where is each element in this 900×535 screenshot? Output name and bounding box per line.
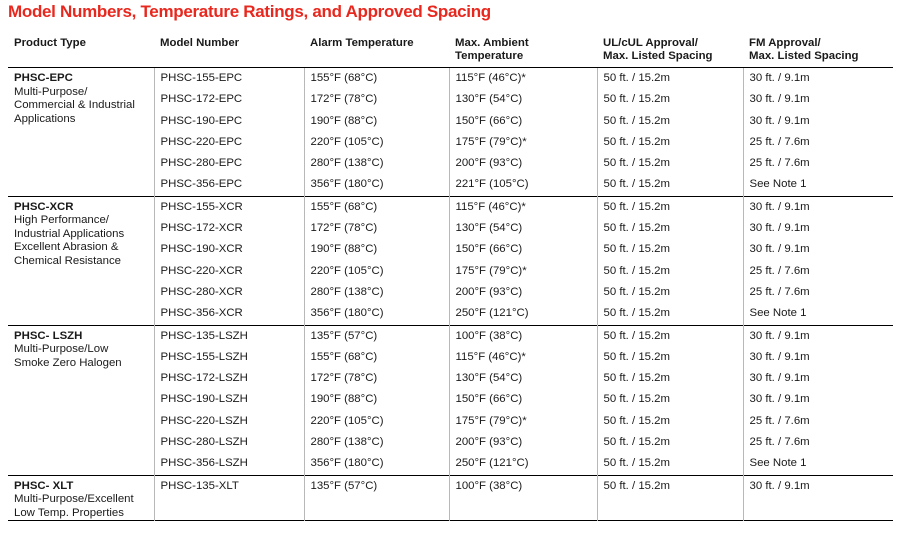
alarm-temperature-cell: 172°F (78°C) bbox=[304, 89, 449, 110]
fm-spacing-cell: 25 ft. / 7.6m bbox=[743, 132, 893, 153]
max-ambient-cell: 130°F (54°C) bbox=[449, 218, 597, 239]
ul-spacing-cell: 50 ft. / 15.2m bbox=[597, 453, 743, 475]
ul-spacing-cell: 50 ft. / 15.2m bbox=[597, 132, 743, 153]
model-number-cell: PHSC-190-LSZH bbox=[154, 389, 304, 410]
product-type-name: PHSC- XLT bbox=[14, 479, 74, 492]
fm-spacing-cell: 30 ft. / 9.1m bbox=[743, 347, 893, 368]
fm-spacing-cell: 30 ft. / 9.1m bbox=[743, 325, 893, 347]
max-ambient-cell: 175°F (79°C)* bbox=[449, 261, 597, 282]
model-number-cell: PHSC-172-EPC bbox=[154, 89, 304, 110]
model-number-cell: PHSC-220-LSZH bbox=[154, 411, 304, 432]
max-ambient-cell: 250°F (121°C) bbox=[449, 453, 597, 475]
product-type-description: Multi-Purpose/Low Smoke Zero Halogen bbox=[14, 343, 122, 369]
max-ambient-cell: 100°F (38°C) bbox=[449, 325, 597, 347]
model-number-cell: PHSC-190-EPC bbox=[154, 111, 304, 132]
model-number-cell: PHSC-135-XLT bbox=[154, 475, 304, 521]
column-header: Alarm Temperature bbox=[310, 37, 414, 49]
fm-spacing-cell: 30 ft. / 9.1m bbox=[743, 368, 893, 389]
alarm-temperature-cell: 356°F (180°C) bbox=[304, 453, 449, 475]
alarm-temperature-cell: 155°F (68°C) bbox=[304, 196, 449, 218]
fm-spacing-cell: 25 ft. / 7.6m bbox=[743, 432, 893, 453]
ul-spacing-cell: 50 ft. / 15.2m bbox=[597, 261, 743, 282]
ul-spacing-cell: 50 ft. / 15.2m bbox=[597, 475, 743, 521]
fm-spacing-cell: 30 ft. / 9.1m bbox=[743, 475, 893, 521]
fm-spacing-cell: 30 ft. / 9.1m bbox=[743, 68, 893, 90]
alarm-temperature-cell: 280°F (138°C) bbox=[304, 282, 449, 303]
model-number-cell: PHSC-220-XCR bbox=[154, 261, 304, 282]
page-title: Model Numbers, Temperature Ratings, and Approved Spacing bbox=[8, 2, 491, 21]
model-number-cell: PHSC-280-LSZH bbox=[154, 432, 304, 453]
model-number-cell: PHSC-172-XCR bbox=[154, 218, 304, 239]
model-spec-table bbox=[8, 33, 893, 521]
fm-spacing-cell: 25 ft. / 7.6m bbox=[743, 282, 893, 303]
max-ambient-cell: 250°F (121°C) bbox=[449, 303, 597, 325]
column-header: Max. Ambient Temperature bbox=[455, 37, 529, 62]
column-header: FM Approval/ Max. Listed Spacing bbox=[749, 37, 859, 62]
ul-spacing-cell: 50 ft. / 15.2m bbox=[597, 432, 743, 453]
model-number-cell: PHSC-155-EPC bbox=[154, 68, 304, 90]
ul-spacing-cell: 50 ft. / 15.2m bbox=[597, 303, 743, 325]
table-row bbox=[8, 68, 893, 90]
alarm-temperature-cell: 280°F (138°C) bbox=[304, 153, 449, 174]
product-type-cell bbox=[8, 196, 154, 325]
fm-spacing-cell: 25 ft. / 7.6m bbox=[743, 411, 893, 432]
fm-spacing-cell: See Note 1 bbox=[743, 453, 893, 475]
ul-spacing-cell: 50 ft. / 15.2m bbox=[597, 368, 743, 389]
model-number-cell: PHSC-220-EPC bbox=[154, 132, 304, 153]
fm-spacing-cell: 25 ft. / 7.6m bbox=[743, 153, 893, 174]
product-type-name: PHSC- LSZH bbox=[14, 329, 83, 342]
fm-spacing-cell: 30 ft. / 9.1m bbox=[743, 111, 893, 132]
fm-spacing-cell: 30 ft. / 9.1m bbox=[743, 89, 893, 110]
alarm-temperature-cell: 135°F (57°C) bbox=[304, 325, 449, 347]
max-ambient-cell: 150°F (66°C) bbox=[449, 389, 597, 410]
max-ambient-cell: 100°F (38°C) bbox=[449, 475, 597, 521]
max-ambient-cell: 130°F (54°C) bbox=[449, 368, 597, 389]
max-ambient-cell: 200°F (93°C) bbox=[449, 282, 597, 303]
ul-spacing-cell: 50 ft. / 15.2m bbox=[597, 89, 743, 110]
model-number-cell: PHSC-135-LSZH bbox=[154, 325, 304, 347]
alarm-temperature-cell: 220°F (105°C) bbox=[304, 261, 449, 282]
max-ambient-cell: 115°F (46°C)* bbox=[449, 196, 597, 218]
max-ambient-cell: 200°F (93°C) bbox=[449, 432, 597, 453]
alarm-temperature-cell: 135°F (57°C) bbox=[304, 475, 449, 521]
product-type-description: High Performance/ Industrial Applications Excellent Abrasion & Chemical Resistance bbox=[14, 214, 125, 267]
ul-spacing-cell: 50 ft. / 15.2m bbox=[597, 153, 743, 174]
alarm-temperature-cell: 190°F (88°C) bbox=[304, 389, 449, 410]
ul-spacing-cell: 50 ft. / 15.2m bbox=[597, 196, 743, 218]
table-bottom-rule bbox=[8, 521, 893, 522]
max-ambient-cell: 175°F (79°C)* bbox=[449, 411, 597, 432]
max-ambient-cell: 200°F (93°C) bbox=[449, 153, 597, 174]
ul-spacing-cell: 50 ft. / 15.2m bbox=[597, 325, 743, 347]
alarm-temperature-cell: 356°F (180°C) bbox=[304, 303, 449, 325]
alarm-temperature-cell: 356°F (180°C) bbox=[304, 174, 449, 196]
fm-spacing-cell: See Note 1 bbox=[743, 303, 893, 325]
ul-spacing-cell: 50 ft. / 15.2m bbox=[597, 389, 743, 410]
ul-spacing-cell: 50 ft. / 15.2m bbox=[597, 411, 743, 432]
alarm-temperature-cell: 155°F (68°C) bbox=[304, 68, 449, 90]
fm-spacing-cell: 30 ft. / 9.1m bbox=[743, 196, 893, 218]
model-number-cell: PHSC-280-EPC bbox=[154, 153, 304, 174]
alarm-temperature-cell: 190°F (88°C) bbox=[304, 239, 449, 260]
ul-spacing-cell: 50 ft. / 15.2m bbox=[597, 347, 743, 368]
alarm-temperature-cell: 172°F (78°C) bbox=[304, 368, 449, 389]
model-number-cell: PHSC-172-LSZH bbox=[154, 368, 304, 389]
header-row bbox=[8, 33, 893, 68]
fm-spacing-cell: 30 ft. / 9.1m bbox=[743, 218, 893, 239]
alarm-temperature-cell: 155°F (68°C) bbox=[304, 347, 449, 368]
max-ambient-cell: 115°F (46°C)* bbox=[449, 68, 597, 90]
product-type-description: Multi-Purpose/Excellent Low Temp. Properties bbox=[14, 493, 134, 519]
model-number-cell: PHSC-190-XCR bbox=[154, 239, 304, 260]
column-header: UL/cUL Approval/ Max. Listed Spacing bbox=[603, 37, 713, 62]
ul-spacing-cell: 50 ft. / 15.2m bbox=[597, 239, 743, 260]
model-number-cell: PHSC-280-XCR bbox=[154, 282, 304, 303]
model-number-cell: PHSC-155-XCR bbox=[154, 196, 304, 218]
table-body bbox=[8, 68, 893, 522]
fm-spacing-cell: 25 ft. / 7.6m bbox=[743, 261, 893, 282]
ul-spacing-cell: 50 ft. / 15.2m bbox=[597, 218, 743, 239]
ul-spacing-cell: 50 ft. / 15.2m bbox=[597, 282, 743, 303]
alarm-temperature-cell: 280°F (138°C) bbox=[304, 432, 449, 453]
max-ambient-cell: 115°F (46°C)* bbox=[449, 347, 597, 368]
product-type-name: PHSC-XCR bbox=[14, 200, 74, 213]
max-ambient-cell: 150°F (66°C) bbox=[449, 239, 597, 260]
model-number-cell: PHSC-356-LSZH bbox=[154, 453, 304, 475]
ul-spacing-cell: 50 ft. / 15.2m bbox=[597, 111, 743, 132]
max-ambient-cell: 175°F (79°C)* bbox=[449, 132, 597, 153]
alarm-temperature-cell: 172°F (78°C) bbox=[304, 218, 449, 239]
alarm-temperature-cell: 220°F (105°C) bbox=[304, 132, 449, 153]
model-number-cell: PHSC-155-LSZH bbox=[154, 347, 304, 368]
table-row bbox=[8, 475, 893, 521]
max-ambient-cell: 130°F (54°C) bbox=[449, 89, 597, 110]
product-type-description: Multi-Purpose/ Commercial & Industrial Applications bbox=[14, 85, 135, 125]
table-row bbox=[8, 325, 893, 347]
alarm-temperature-cell: 220°F (105°C) bbox=[304, 411, 449, 432]
fm-spacing-cell: 30 ft. / 9.1m bbox=[743, 389, 893, 410]
max-ambient-cell: 221°F (105°C) bbox=[449, 174, 597, 196]
model-number-cell: PHSC-356-EPC bbox=[154, 174, 304, 196]
column-header: Product Type bbox=[14, 37, 86, 49]
product-type-cell bbox=[8, 68, 154, 197]
table-header bbox=[8, 33, 893, 68]
max-ambient-cell: 150°F (66°C) bbox=[449, 111, 597, 132]
alarm-temperature-cell: 190°F (88°C) bbox=[304, 111, 449, 132]
model-number-cell: PHSC-356-XCR bbox=[154, 303, 304, 325]
ul-spacing-cell: 50 ft. / 15.2m bbox=[597, 174, 743, 196]
product-type-cell bbox=[8, 475, 154, 521]
product-type-cell bbox=[8, 325, 154, 475]
ul-spacing-cell: 50 ft. / 15.2m bbox=[597, 68, 743, 90]
table-row bbox=[8, 196, 893, 218]
column-header: Model Number bbox=[160, 37, 240, 49]
fm-spacing-cell: See Note 1 bbox=[743, 174, 893, 196]
fm-spacing-cell: 30 ft. / 9.1m bbox=[743, 239, 893, 260]
product-type-name: PHSC-EPC bbox=[14, 72, 73, 84]
